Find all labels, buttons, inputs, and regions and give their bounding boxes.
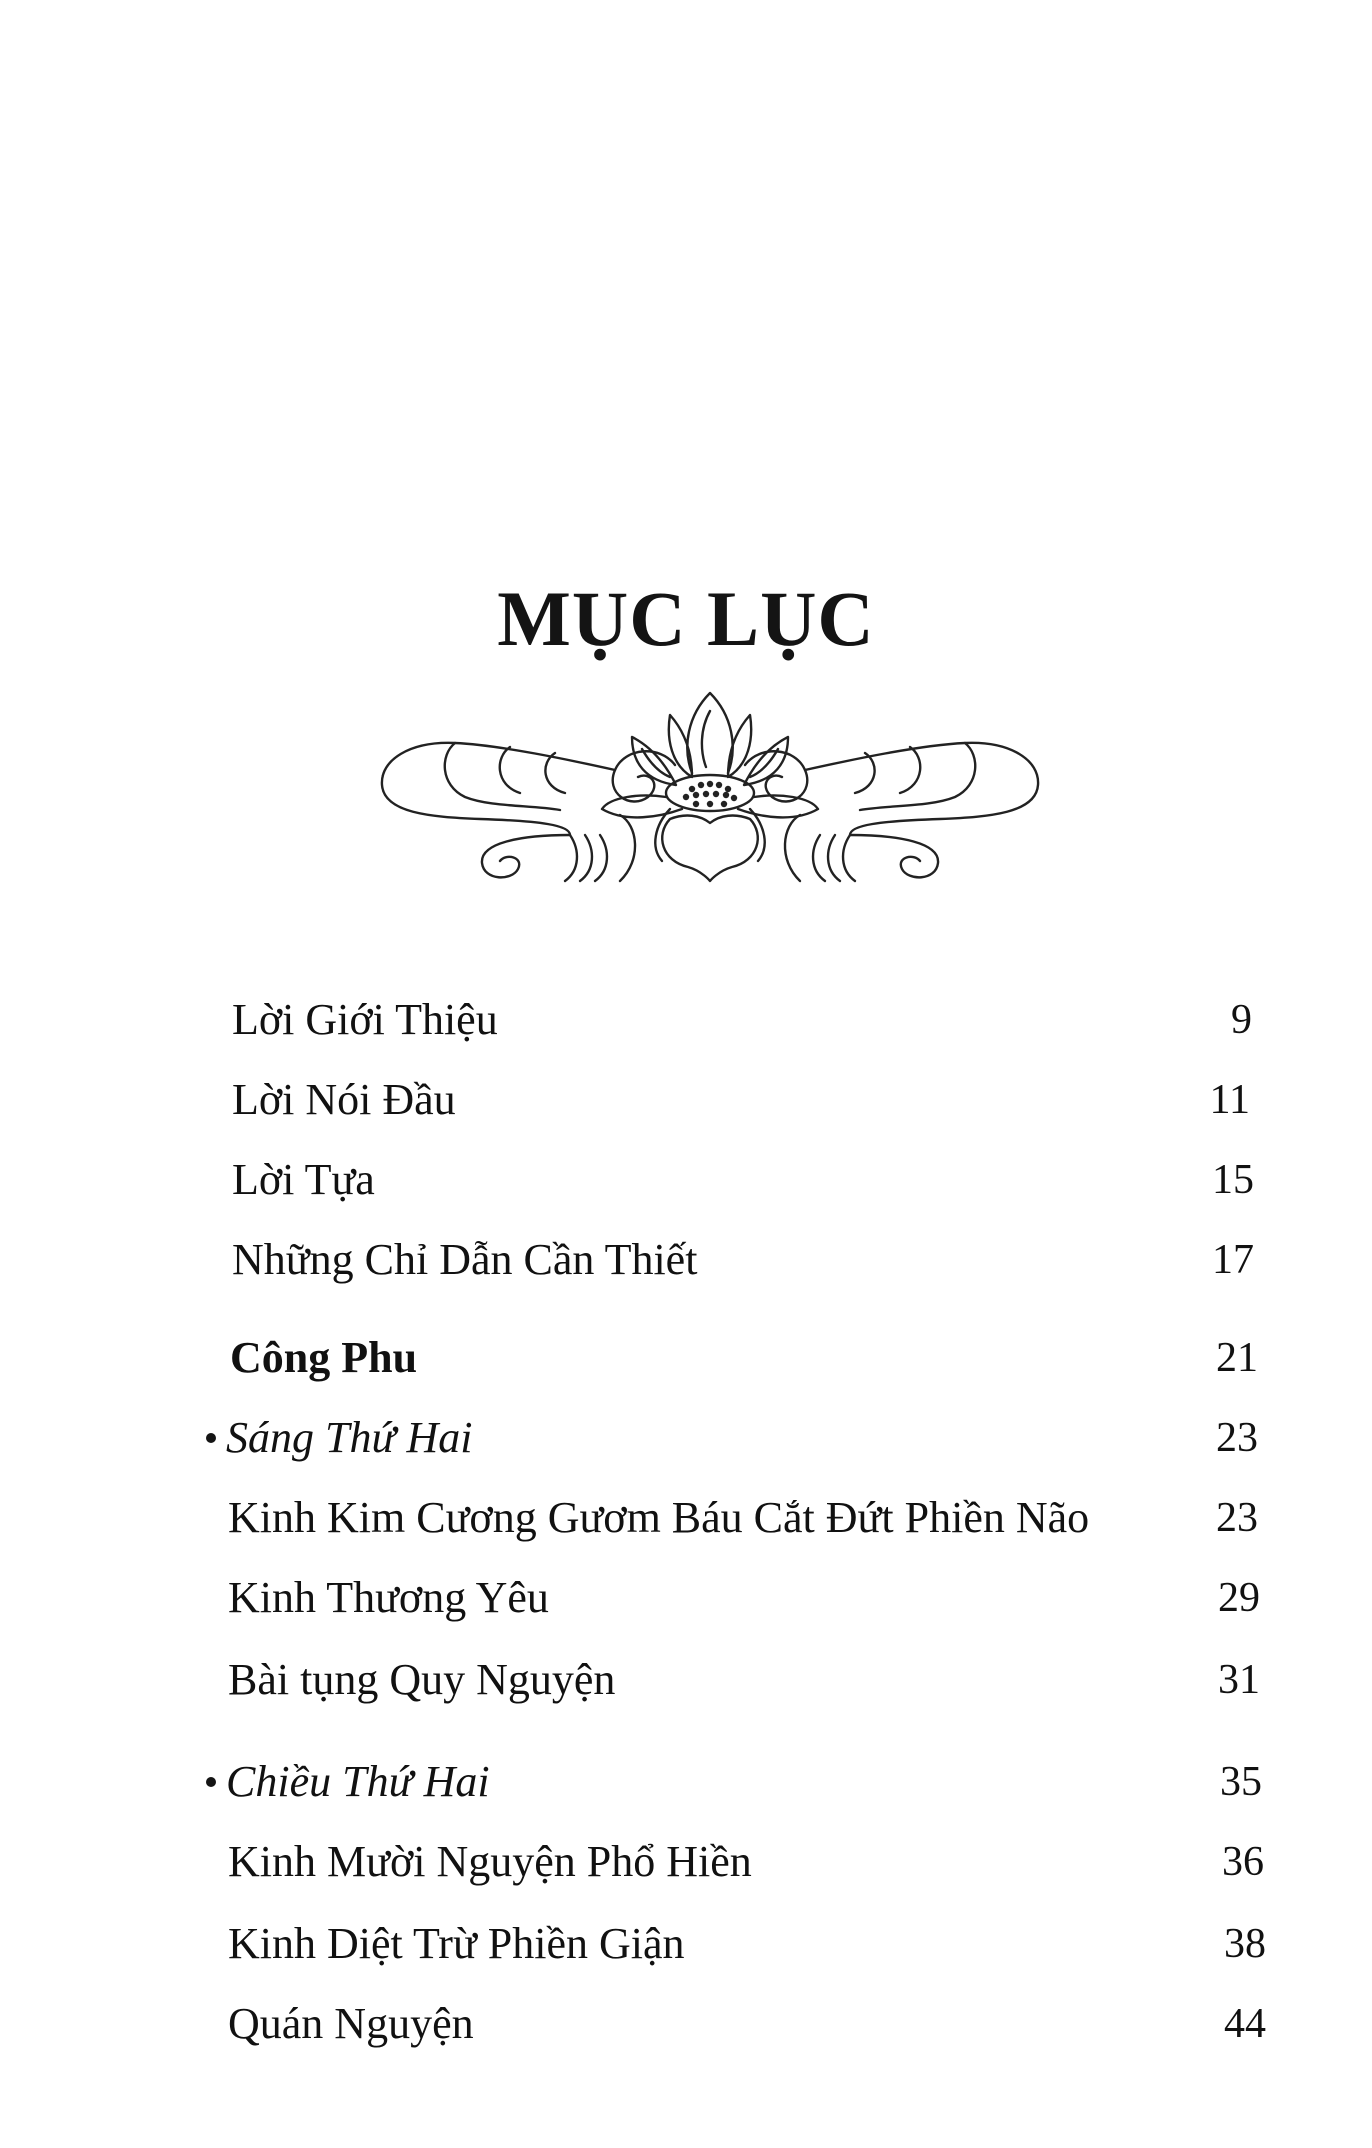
toc-entry-title: Bài tụng Quy Nguyện [228, 1655, 616, 1704]
toc-subsection-title [206, 1408, 472, 1468]
left-scroll-icon [382, 743, 675, 881]
lotus-seed-dots-icon [683, 781, 737, 807]
toc-entry-title: Kinh Thương Yêu [228, 1573, 549, 1622]
toc-entry-title: Lời Tựa [232, 1155, 375, 1204]
toc-entry-title: Kinh Mười Nguyện Phổ Hiền [228, 1837, 752, 1886]
toc-subsection-title [206, 1752, 490, 1812]
toc-subsection-label: Chiều Thứ Hai [226, 1757, 490, 1806]
toc-entry[interactable] [0, 1994, 1372, 2054]
toc-entry-page: 38 [1224, 1921, 1266, 1967]
toc-subsection[interactable] [0, 1408, 1372, 1468]
toc-entry-title: Lời Nói Đầu [232, 1075, 456, 1124]
toc-entry[interactable] [0, 1070, 1372, 1130]
toc-entry-page: 23 [1216, 1495, 1258, 1541]
toc-entry[interactable] [0, 1150, 1372, 1210]
toc-section-title: Công Phu [230, 1333, 418, 1382]
lotus-scroll-ornament-icon [370, 685, 1050, 885]
toc-section-heading[interactable] [0, 1328, 1372, 1388]
toc-entry-page: 21 [1216, 1335, 1258, 1381]
toc-entry-page: 29 [1218, 1575, 1260, 1621]
toc-entry-page: 35 [1220, 1759, 1262, 1805]
toc-entry-page: 11 [1209, 1077, 1250, 1123]
toc-subsection-label: Sáng Thứ Hai [226, 1413, 473, 1462]
bullet-icon [206, 1777, 216, 1787]
toc-entry[interactable] [0, 1230, 1372, 1290]
page-title: MỤC LỤC [497, 575, 875, 662]
bullet-icon [206, 1433, 216, 1443]
toc-entry[interactable] [0, 1650, 1372, 1710]
toc-entry[interactable] [0, 1914, 1372, 1974]
right-scroll-icon [745, 743, 1038, 881]
toc-entry[interactable] [0, 990, 1372, 1050]
toc-entry[interactable] [0, 1568, 1372, 1628]
toc-entry-page: 15 [1212, 1157, 1254, 1203]
toc-entry-title: Quán Nguyện [228, 1999, 474, 2048]
toc-entry-title: Lời Giới Thiệu [232, 995, 498, 1044]
toc-entry[interactable] [0, 1488, 1372, 1548]
toc-entry-title: Những Chỉ Dẫn Cần Thiết [232, 1235, 698, 1284]
toc-entry-page: 9 [1231, 997, 1252, 1043]
toc-entry-title: Kinh Diệt Trừ Phiền Giận [228, 1919, 685, 1968]
toc-entry[interactable] [0, 1832, 1372, 1892]
toc-subsection[interactable] [0, 1752, 1372, 1812]
toc-entry-page: 23 [1216, 1415, 1258, 1461]
toc-entry-page: 17 [1212, 1237, 1254, 1283]
toc-entry-page: 44 [1224, 2001, 1266, 2047]
toc-entry-page: 36 [1222, 1839, 1264, 1885]
toc-entry-page: 31 [1218, 1657, 1260, 1703]
toc-entry-title: Kinh Kim Cương Gươm Báu Cắt Đứt Phiền Não [228, 1493, 1090, 1542]
